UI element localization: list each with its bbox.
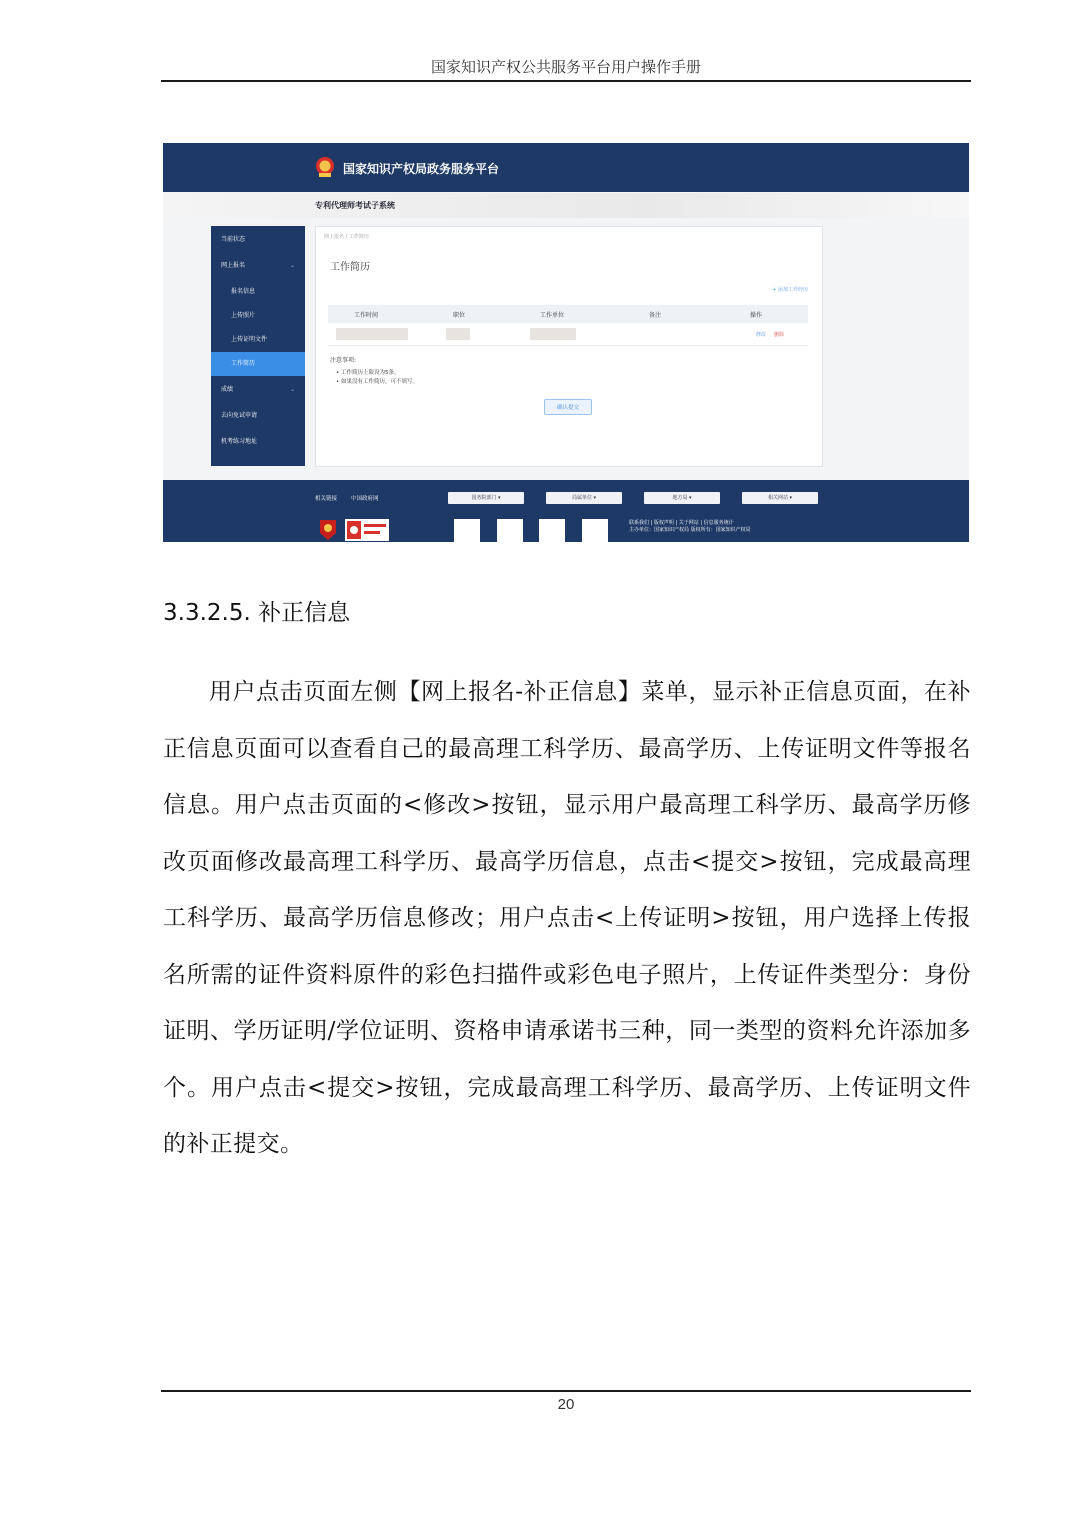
sidebar-item[interactable] xyxy=(211,378,305,402)
sidebar-item-label: 上传照片 xyxy=(231,312,256,319)
select-label: 地方局 xyxy=(672,495,688,501)
sidebar-item-label: 成绩 xyxy=(221,386,234,393)
gov-site-link[interactable]: 中国政府网 xyxy=(351,496,379,502)
qr-code-icon xyxy=(582,519,608,542)
redacted-cell xyxy=(530,328,576,340)
table-row xyxy=(328,323,808,346)
subsystem-bar xyxy=(163,193,969,218)
column-header-time[interactable]: 工作时间 xyxy=(354,312,379,319)
table-header xyxy=(328,305,808,323)
sidebar-item-label: 机考练习地址 xyxy=(221,438,258,445)
column-header-employer: 工作单位 xyxy=(540,312,565,319)
redacted-cell xyxy=(336,328,408,340)
footer-select-units[interactable]: 局属单位 ▾ xyxy=(546,492,622,504)
footer-rule xyxy=(161,1390,971,1392)
sidebar-item[interactable] xyxy=(211,328,305,352)
chevron-down-icon: ⌄ xyxy=(289,262,295,269)
footer-info xyxy=(629,520,751,534)
confirm-submit-button[interactable]: 确认提交 xyxy=(544,399,592,415)
sidebar-item[interactable] xyxy=(211,280,305,304)
select-label: 局属单位 xyxy=(571,495,592,501)
footer-info-line: 联系我们 | 版权声明 | 关于网站 | 信息服务统计 xyxy=(629,520,734,526)
footer-select-local[interactable]: 地方局 ▾ xyxy=(644,492,720,504)
work-history-panel xyxy=(315,226,823,467)
platform-top-bar xyxy=(163,143,969,192)
platform-footer xyxy=(163,480,969,542)
sidebar-item-label: 上传证明文件 xyxy=(231,336,268,343)
related-links-label: 相关链接 xyxy=(315,496,338,502)
qr-code-icon xyxy=(497,519,523,542)
header-rule xyxy=(161,80,971,82)
document-header-title: 国家知识产权公共服务平台用户操作手册 xyxy=(430,58,701,76)
select-label: 国务院部门 xyxy=(471,495,497,501)
select-label: 相关网站 xyxy=(767,495,788,501)
column-header-actions: 操作 xyxy=(750,312,763,319)
qr-code-icon xyxy=(539,519,565,542)
sidebar-item[interactable] xyxy=(211,254,305,278)
panel-title: 工作简历 xyxy=(330,262,370,273)
section-title: 3.3.2.5. 补正信息 xyxy=(163,600,351,626)
page-number: 20 xyxy=(557,1396,575,1413)
redacted-cell xyxy=(446,328,470,340)
platform-title: 国家知识产权局政务服务平台 xyxy=(343,162,500,176)
footer-select-related[interactable]: 相关网站 ▾ xyxy=(742,492,818,504)
sidebar-item-label: 工作简历 xyxy=(231,360,256,367)
sidebar-item[interactable] xyxy=(211,352,305,376)
edit-link[interactable]: 修改 xyxy=(756,332,767,338)
gov-error-report-icon[interactable] xyxy=(345,519,389,541)
note-text: 工作简历上限设为5条。 xyxy=(341,370,400,376)
note-item: • 工作简历上限设为5条。 xyxy=(336,370,400,376)
chevron-down-icon: ⌄ xyxy=(289,386,295,393)
note-text: 如果没有工作简历，可不填写。 xyxy=(341,379,419,385)
sidebar-item[interactable] xyxy=(211,404,305,428)
sidebar-menu xyxy=(211,226,305,466)
embedded-screenshot xyxy=(163,143,969,542)
national-emblem-icon xyxy=(315,156,335,178)
body-paragraph: 用户点击页面左侧【网上报名-补正信息】菜单，显示补正信息页面，在补正信息页面可以查看自己的最高理工科学历、最高学历、上传证明文件等报名信息。用户点击页面的<修改>按钮，显示用户最高理工科学历、最高学历修改页面修改最高理工科学历、最高学历信息，点击<提交>按钮，完成最高理工科学历、最高学历信息修改；用户点击<上传证明>按钮，用户选择上传报名所需的证件资料原件的彩色扫描件或彩色电子照片，上传证件类型分：身份证明、学历证明/学位证明、资格申请承诺书三种，同一类型的资料允许添加多个。用户点击<提交>按钮，完成最高理工科学历、最高学历、上传证明文件的补正提交。 xyxy=(163,679,971,1157)
footer-select-ministries[interactable]: 国务院部门 ▾ xyxy=(448,492,524,504)
subsystem-title: 专利代理师考试子系统 xyxy=(315,201,395,210)
breadcrumb: 网上报名 / 工作简历 xyxy=(324,234,369,240)
sidebar-item-label: 去向免试申请 xyxy=(221,412,258,419)
note-item: • 如果没有工作简历，可不填写。 xyxy=(336,379,419,385)
notes-title: 注意事项: xyxy=(330,357,357,364)
column-header-remarks: 备注 xyxy=(649,312,662,319)
sidebar-item[interactable] xyxy=(211,228,305,252)
sidebar-item[interactable] xyxy=(211,430,305,454)
qr-code-icon xyxy=(454,519,480,542)
column-header-position: 职位 xyxy=(453,312,466,319)
add-work-history-link[interactable]: + 添加工作经历 xyxy=(772,287,808,293)
sidebar-item[interactable] xyxy=(211,304,305,328)
sidebar-item-label: 网上报名 xyxy=(221,262,246,269)
sidebar-item-label: 当前状态 xyxy=(221,236,246,243)
party-badge-icon xyxy=(318,519,338,541)
footer-info-line: 主办单位：国家知识产权局 版权所有：国家知识产权局 xyxy=(629,527,751,533)
delete-link[interactable]: 删除 xyxy=(774,332,785,338)
sidebar-item-label: 报名信息 xyxy=(231,288,256,295)
